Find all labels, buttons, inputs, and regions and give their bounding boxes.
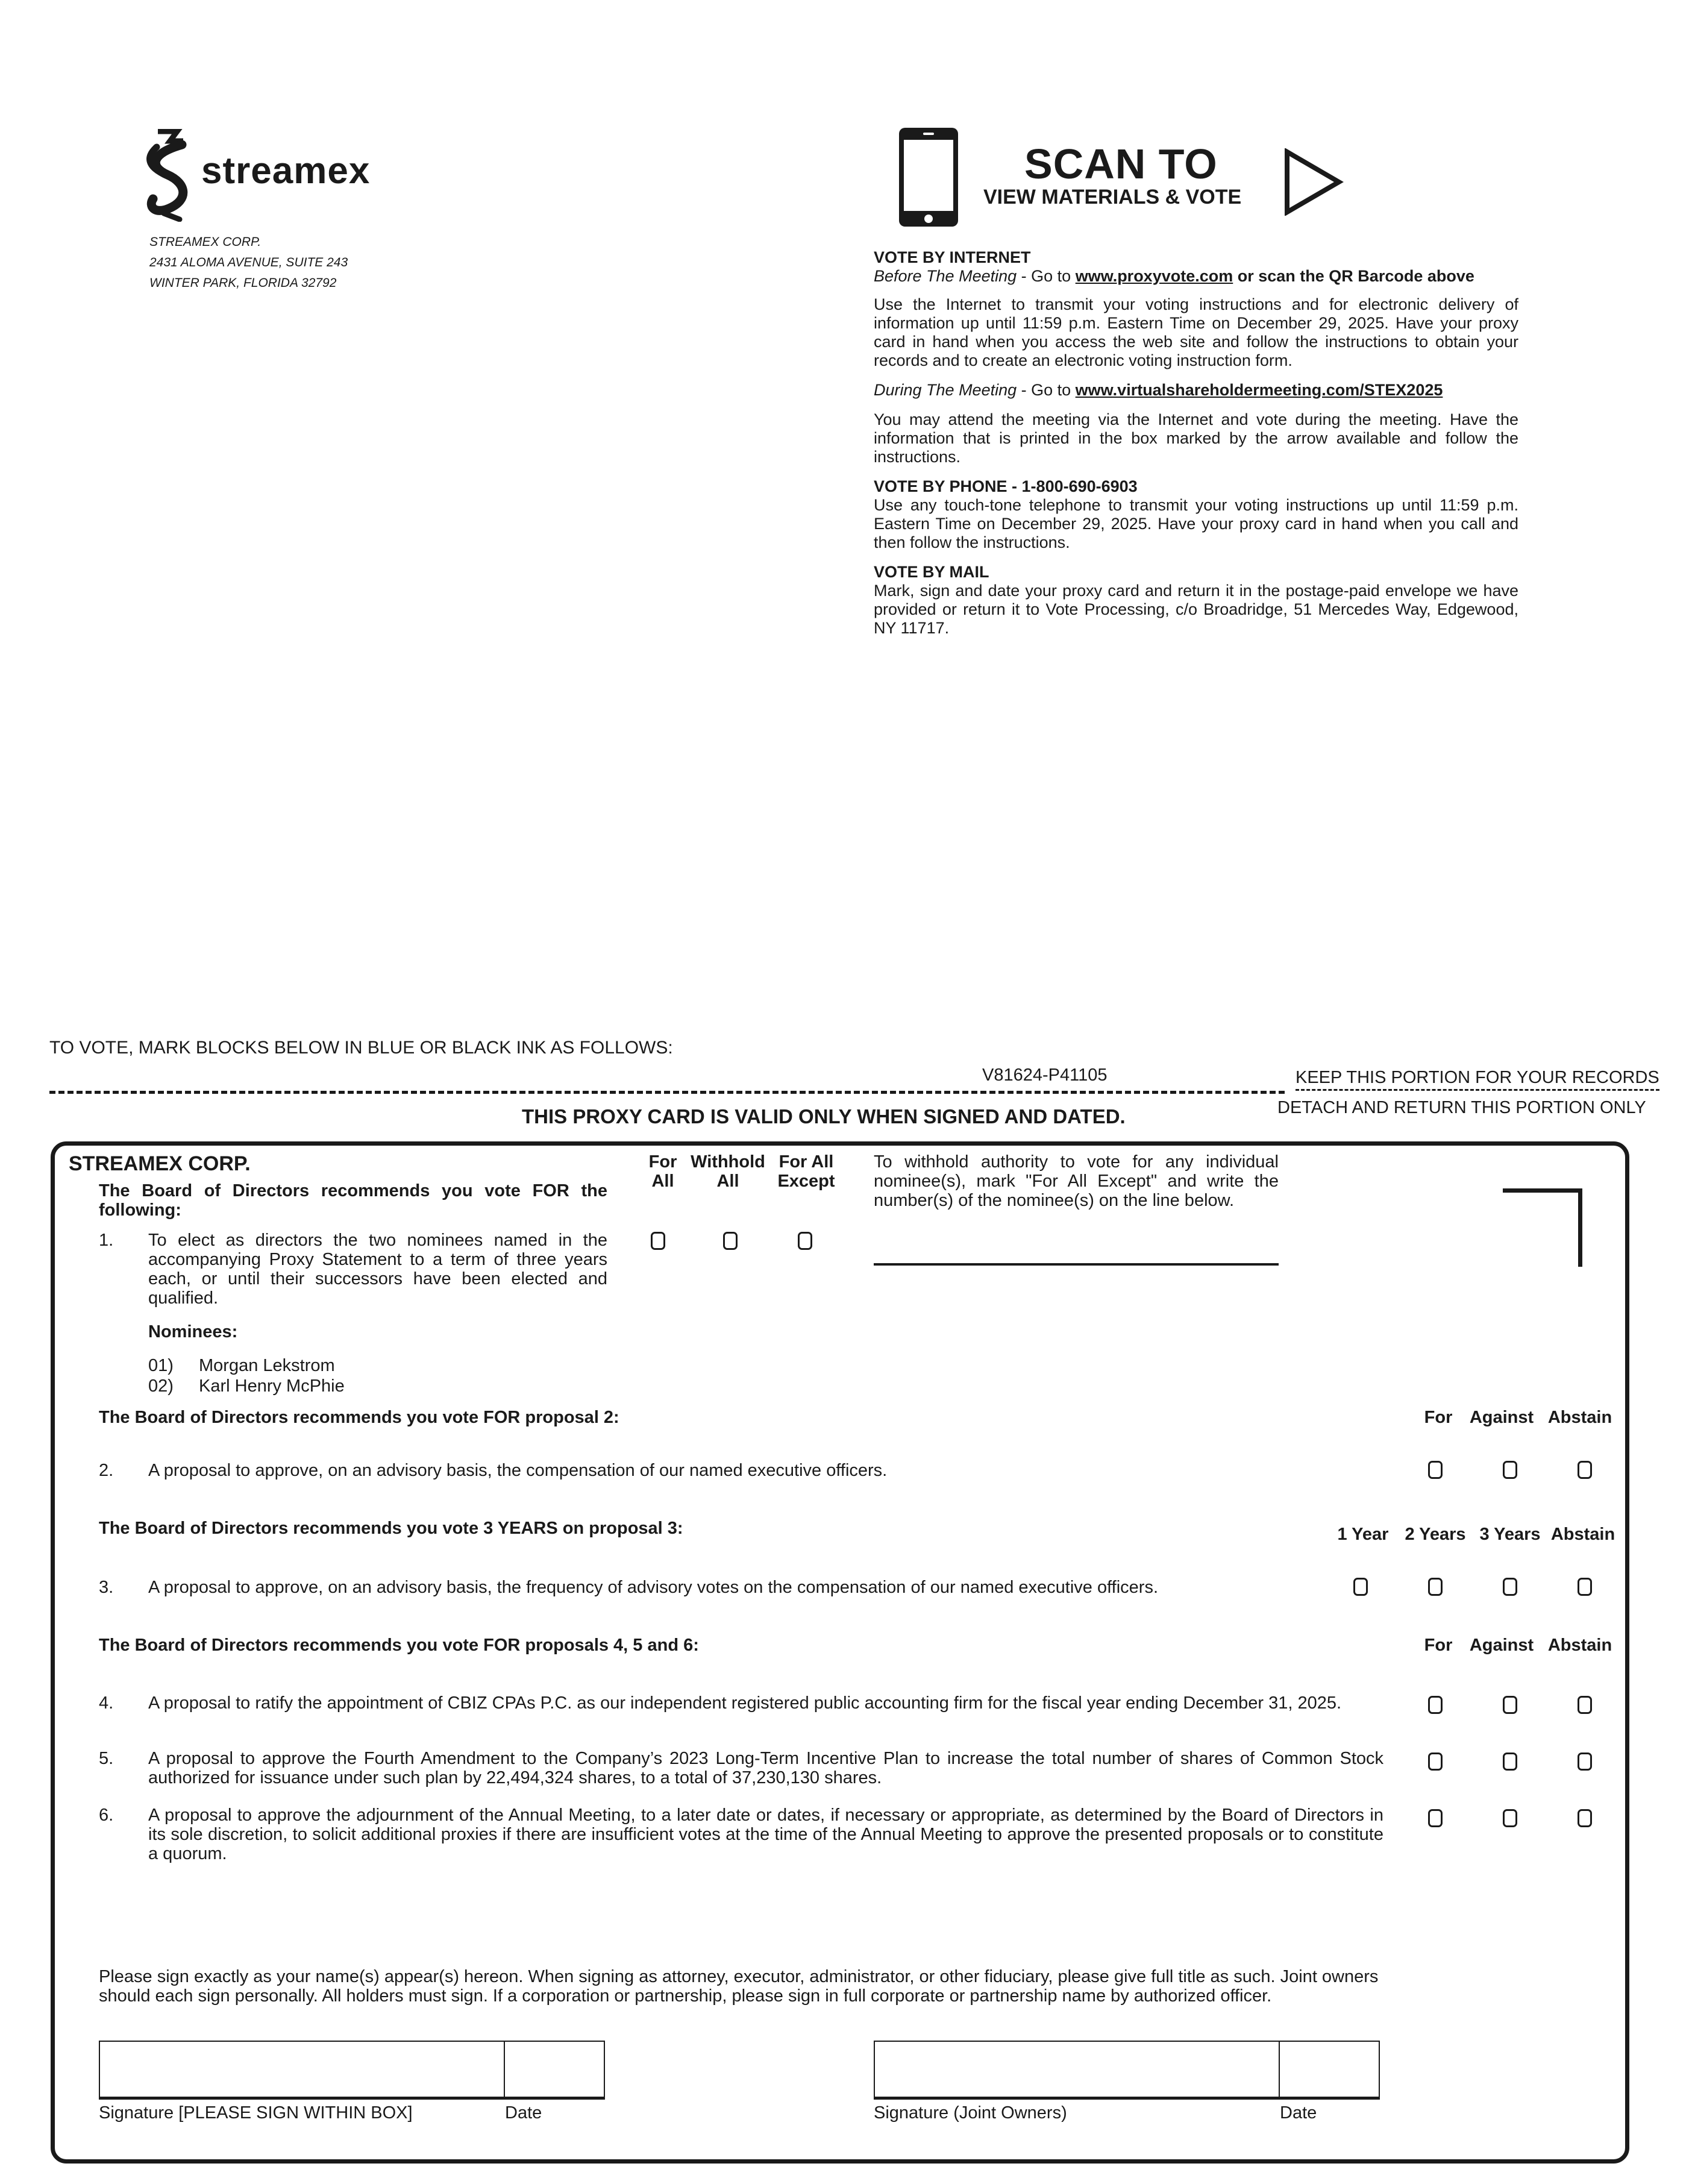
- mark-instructions: TO VOTE, MARK BLOCKS BELOW IN BLUE OR BLACK INK AS FOLLOWS:: [49, 1038, 673, 1058]
- item-6-abstain-checkbox[interactable]: [1578, 1809, 1592, 1827]
- detach-line: [49, 1091, 1285, 1094]
- signature-date-divider: [504, 2041, 505, 2098]
- item-1-text: To elect as directors the two nominees named in the accompanying Proxy Statement to a term of three years each, or until their successors have been elected and qualified.: [148, 1231, 607, 1308]
- virtual-meeting-link[interactable]: www.virtualshareholdermeeting.com/STEX2025: [1075, 381, 1443, 399]
- recommendation-3: The Board of Directors recommends you vote 3 YEARS on proposal 3:: [99, 1519, 683, 1538]
- withhold-instructions: To withhold authority to vote for any individual nominee(s), mark "For All Except" and write the number(s) of the nominee(s) on the line below.: [874, 1152, 1279, 1210]
- scan-subtitle: VIEW MATERIALS & VOTE: [983, 186, 1242, 209]
- address-line-1: STREAMEX CORP.: [149, 235, 262, 249]
- item-6-number: 6.: [99, 1806, 114, 1825]
- item-4-for-checkbox[interactable]: [1428, 1696, 1443, 1714]
- joint-signature-box[interactable]: [874, 2041, 1380, 2100]
- proxyvote-link[interactable]: www.proxyvote.com: [1075, 267, 1233, 285]
- item-6-for-checkbox[interactable]: [1428, 1809, 1443, 1827]
- item-3-abstain-checkbox[interactable]: [1578, 1578, 1592, 1596]
- col-for: For: [1424, 1408, 1453, 1427]
- joint-date-label: Date: [1280, 2103, 1317, 2123]
- item-1-withhold-all-checkbox[interactable]: [723, 1232, 738, 1250]
- nominee-2-number: 02): [148, 1376, 174, 1396]
- company-logo-wordmark: streamex: [201, 150, 371, 192]
- col-1-year: 1 Year: [1337, 1525, 1389, 1544]
- before-meeting-line: Before The Meeting - Go to www.proxyvote.com or scan the QR Barcode above: [874, 267, 1474, 285]
- phone-icon: [897, 125, 960, 229]
- item-4-number: 4.: [99, 1693, 114, 1713]
- vote-by-phone-heading: VOTE BY PHONE - 1-800-690-6903: [874, 477, 1138, 495]
- col-abstain-frequency: Abstain: [1550, 1525, 1615, 1544]
- item-6-against-checkbox[interactable]: [1503, 1809, 1517, 1827]
- arrow-right-icon: [1283, 148, 1344, 216]
- signature-label: Signature [PLEASE SIGN WITHIN BOX]: [99, 2103, 413, 2123]
- item-3-1-year-checkbox[interactable]: [1353, 1578, 1368, 1596]
- detach-portion-label: DETACH AND RETURN THIS PORTION ONLY: [1277, 1098, 1646, 1117]
- corner-mark: [1503, 1188, 1582, 1267]
- vote-by-phone-text: Use any touch-tone telephone to transmit your voting instructions up until 11:59 p.m. Eastern Time on December 29, 2025. Have your proxy card in hand when you call and then follow the instructions.: [874, 496, 1518, 551]
- control-number: V81624-P41105: [982, 1065, 1108, 1085]
- address-line-2: 2431 ALOMA AVENUE, SUITE 243: [149, 256, 348, 269]
- joint-signature-label: Signature (Joint Owners): [874, 2103, 1067, 2123]
- vote-by-internet-section: [874, 248, 1518, 638]
- item-1-for-all-checkbox[interactable]: [651, 1232, 665, 1250]
- item-5-for-checkbox[interactable]: [1428, 1753, 1443, 1771]
- item-4-abstain-checkbox[interactable]: [1578, 1696, 1592, 1714]
- during-meeting-line: During The Meeting - Go to www.virtualshareholdermeeting.com/STEX2025: [874, 381, 1443, 399]
- item-2-for-checkbox[interactable]: [1428, 1461, 1443, 1479]
- nominee-2-name: Karl Henry McPhie: [199, 1376, 345, 1396]
- recommendation-2: The Board of Directors recommends you vote FOR proposal 2:: [99, 1408, 619, 1427]
- joint-signature-date-divider: [1279, 2041, 1280, 2098]
- col-for-2: For: [1424, 1636, 1453, 1655]
- nominees-label: Nominees:: [148, 1322, 238, 1341]
- item-1-for-all-except-checkbox[interactable]: [798, 1232, 812, 1250]
- recommendation-1: The Board of Directors recommends you vote FOR the following:: [99, 1181, 607, 1220]
- streamex-logo-icon: [140, 129, 196, 222]
- item-5-text: A proposal to approve the Fourth Amendment to the Company’s 2023 Long-Term Incentive Plan to increase the total number of shares of Common Stock authorized for issuance under such plan by 22,494,324 shares, to a total of 37,230,130 shares.: [148, 1749, 1383, 1787]
- col-withhold-all: Withhold All: [691, 1152, 765, 1191]
- scan-title: SCAN TO: [1024, 140, 1218, 187]
- item-5-number: 5.: [99, 1749, 114, 1768]
- col-against: Against: [1469, 1408, 1534, 1427]
- col-against-2: Against: [1469, 1636, 1534, 1655]
- date-label: Date: [505, 2103, 542, 2123]
- col-abstain: Abstain: [1547, 1408, 1612, 1427]
- item-3-number: 3.: [99, 1578, 114, 1597]
- signature-box[interactable]: [99, 2041, 605, 2100]
- nominee-1-number: 01): [148, 1356, 174, 1375]
- item-5-against-checkbox[interactable]: [1503, 1753, 1517, 1771]
- col-for-all-except: For All Except: [777, 1152, 835, 1191]
- nominee-exception-line[interactable]: [874, 1263, 1279, 1266]
- item-5-abstain-checkbox[interactable]: [1578, 1753, 1592, 1771]
- item-2-against-checkbox[interactable]: [1503, 1461, 1517, 1479]
- item-6-text: A proposal to approve the adjournment of the Annual Meeting, to a later date or dates, if necessary or appropriate, as determined by the Board of Directors in its sole discretion, to solicit additional proxies if there are insufficient votes at the time of the Annual Meeting to approve the presented proposals or to constitute a quorum.: [148, 1806, 1383, 1863]
- item-3-text: A proposal to approve, on an advisory basis, the frequency of advisory votes on the compensation of our named executive officers.: [148, 1578, 1158, 1597]
- col-2-years: 2 Years: [1405, 1525, 1466, 1544]
- address-line-3: WINTER PARK, FLORIDA 32792: [149, 276, 337, 290]
- keep-portion-label: KEEP THIS PORTION FOR YOUR RECORDS: [1296, 1068, 1659, 1091]
- vote-by-internet-heading: VOTE BY INTERNET: [874, 248, 1031, 266]
- item-1-number: 1.: [99, 1231, 114, 1250]
- virtual-meeting-paragraph: You may attend the meeting via the Internet and vote during the meeting. Have the information that is printed in the box marked by the arrow available and follow the instructions.: [874, 410, 1518, 466]
- item-2-abstain-checkbox[interactable]: [1578, 1461, 1592, 1479]
- item-3-2-years-checkbox[interactable]: [1428, 1578, 1443, 1596]
- col-3-years: 3 Years: [1479, 1525, 1541, 1544]
- recommendation-4-5-6: The Board of Directors recommends you vote FOR proposals 4, 5 and 6:: [99, 1636, 699, 1655]
- item-3-3-years-checkbox[interactable]: [1503, 1578, 1517, 1596]
- signing-instructions: Please sign exactly as your name(s) appear(s) hereon. When signing as attorney, executor, administrator, or other fiduciary, please give full title as such. Joint owners should each sign personally. All holders must sign. If a corporation or partnership, please sign in full corporate or partnership name by authorized officer.: [99, 1967, 1379, 2006]
- nominee-1-name: Morgan Lekstrom: [199, 1356, 335, 1375]
- vote-by-mail-text: Mark, sign and date your proxy card and return it in the postage-paid envelope we have provided or return it to Vote Processing, c/o Broadridge, 51 Mercedes Way, Edgewood, NY 11717.: [874, 582, 1518, 637]
- col-abstain-2: Abstain: [1547, 1636, 1612, 1655]
- valid-notice: THIS PROXY CARD IS VALID ONLY WHEN SIGNED AND DATED.: [522, 1105, 1126, 1128]
- item-4-text: A proposal to ratify the appointment of CBIZ CPAs P.C. as our independent registered public accounting firm for the fiscal year ending December 31, 2025.: [148, 1693, 1342, 1713]
- col-for-all: For All: [648, 1152, 677, 1191]
- item-2-number: 2.: [99, 1461, 114, 1480]
- item-4-against-checkbox[interactable]: [1503, 1696, 1517, 1714]
- internet-paragraph: Use the Internet to transmit your voting instructions and for electronic delivery of information up until 11:59 p.m. Eastern Time on December 29, 2025. Have your proxy card in hand when you access the web site and follow the instructions to obtain your records and to create an electronic voting instruction form.: [874, 295, 1518, 369]
- item-2-text: A proposal to approve, on an advisory basis, the compensation of our named executive officers.: [148, 1461, 888, 1480]
- card-company-name: STREAMEX CORP.: [69, 1152, 251, 1175]
- vote-by-mail-heading: VOTE BY MAIL: [874, 563, 989, 581]
